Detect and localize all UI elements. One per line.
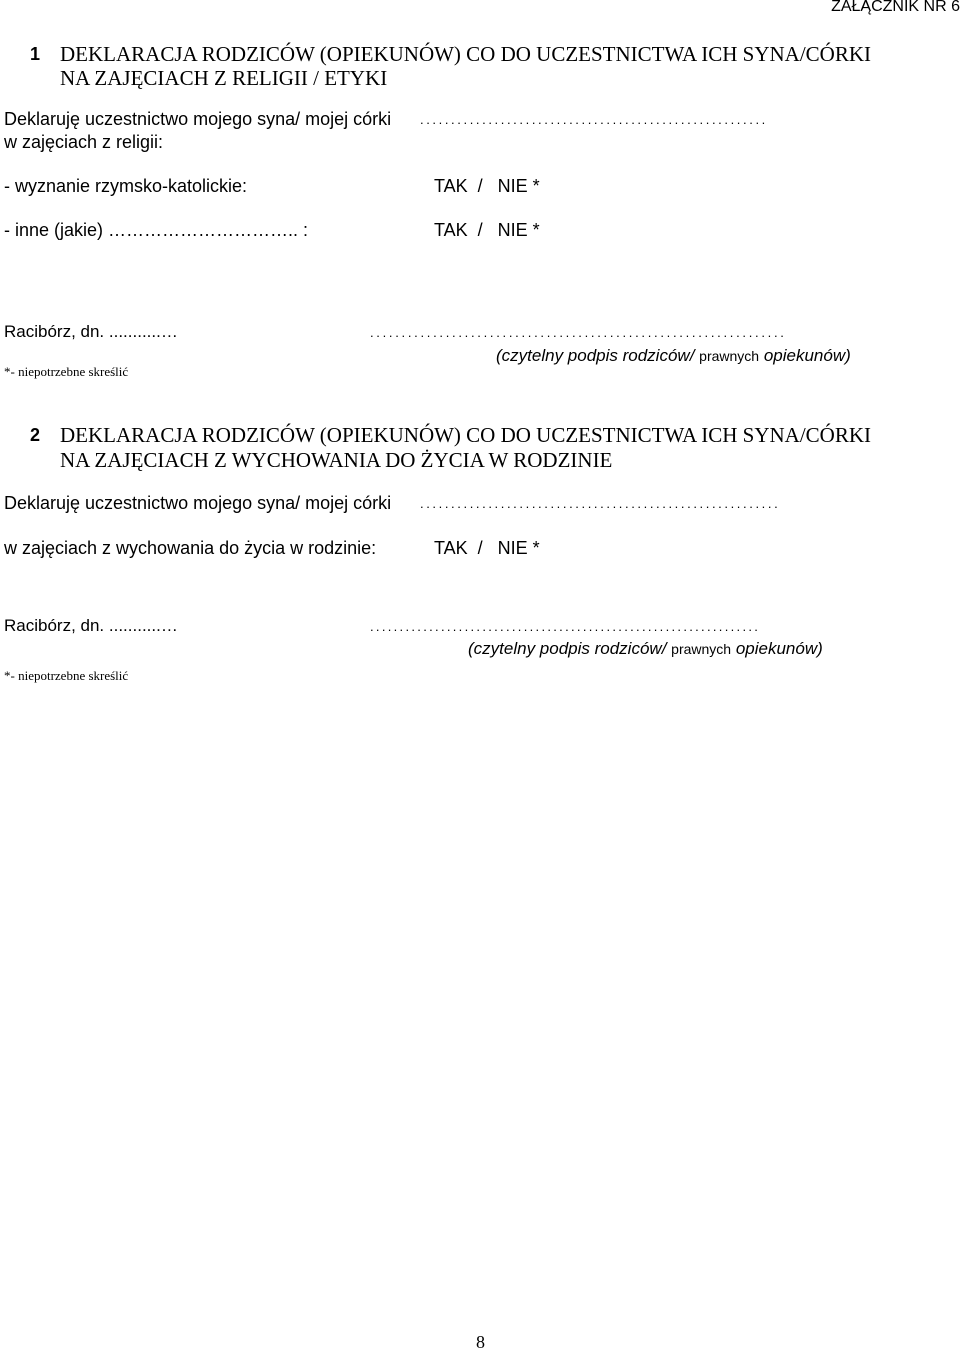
footnote: *- niepotrzebne skreślić [4,668,129,683]
option-other-label[interactable]: - inne (jakie) ………………………….. : [4,220,309,240]
page-number: 8 [476,1332,485,1352]
signature-caption-a: (czytelny podpis rodziców/ [468,639,667,658]
signature-caption [496,346,851,366]
signature-caption [468,639,823,659]
child-name-field[interactable]: ........................................................ [420,112,768,127]
attachment-label: ZAŁĄCZNIK NR 6 [831,0,960,15]
signature-caption-b: prawnych [671,641,732,657]
section-number: 2 [30,425,41,445]
option-other-choice[interactable]: TAK / NIE * [434,220,540,240]
option-catholic-label: - wyznanie rzymsko-katolickie: [4,176,248,196]
section-title-line1: DEKLARACJA RODZICÓW (OPIEKUNÓW) CO DO UCZESTNICTWA ICH SYNA/CÓRKI [60,423,872,447]
option-catholic-choice[interactable]: TAK / NIE * [434,176,540,196]
declaration-text: Deklaruję uczestnictwo mojego syna/ mojej córki [4,109,392,129]
footnote: *- niepotrzebne skreślić [4,364,129,379]
participation-choice[interactable]: TAK / NIE * [434,538,540,558]
section-title-line2: NA ZAJĘCIACH Z RELIGII / ETYKI [60,66,388,90]
signature-caption-c: opiekunów) [763,346,851,365]
participation-label: w zajęciach z wychowania do życia w rodzinie: [4,538,377,558]
child-name-field[interactable]: .......................................................... [420,496,781,511]
declaration-text: Deklaruję uczestnictwo mojego syna/ mojej córki [4,493,392,513]
signature-caption-a: (czytelny podpis rodziców/ [496,346,695,365]
religion-line: w zajęciach z religii: [4,132,164,152]
place-date[interactable]: Racibórz, dn. ...........… [4,322,178,341]
signature-caption-c: opiekunów) [735,639,823,658]
place-date[interactable]: Racibórz, dn. ...........… [4,616,178,635]
section-number: 1 [30,44,41,64]
section-title-line2: NA ZAJĘCIACH Z WYCHOWANIA DO ŻYCIA W RODZINIE [60,448,613,472]
signature-field[interactable]: .................................................................. [370,619,761,634]
signature-caption-b: prawnych [699,348,760,364]
signature-field[interactable]: .................................................................. [370,325,787,340]
section-title-line1: DEKLARACJA RODZICÓW (OPIEKUNÓW) CO DO UCZESTNICTWA ICH SYNA/CÓRKI [60,42,872,66]
